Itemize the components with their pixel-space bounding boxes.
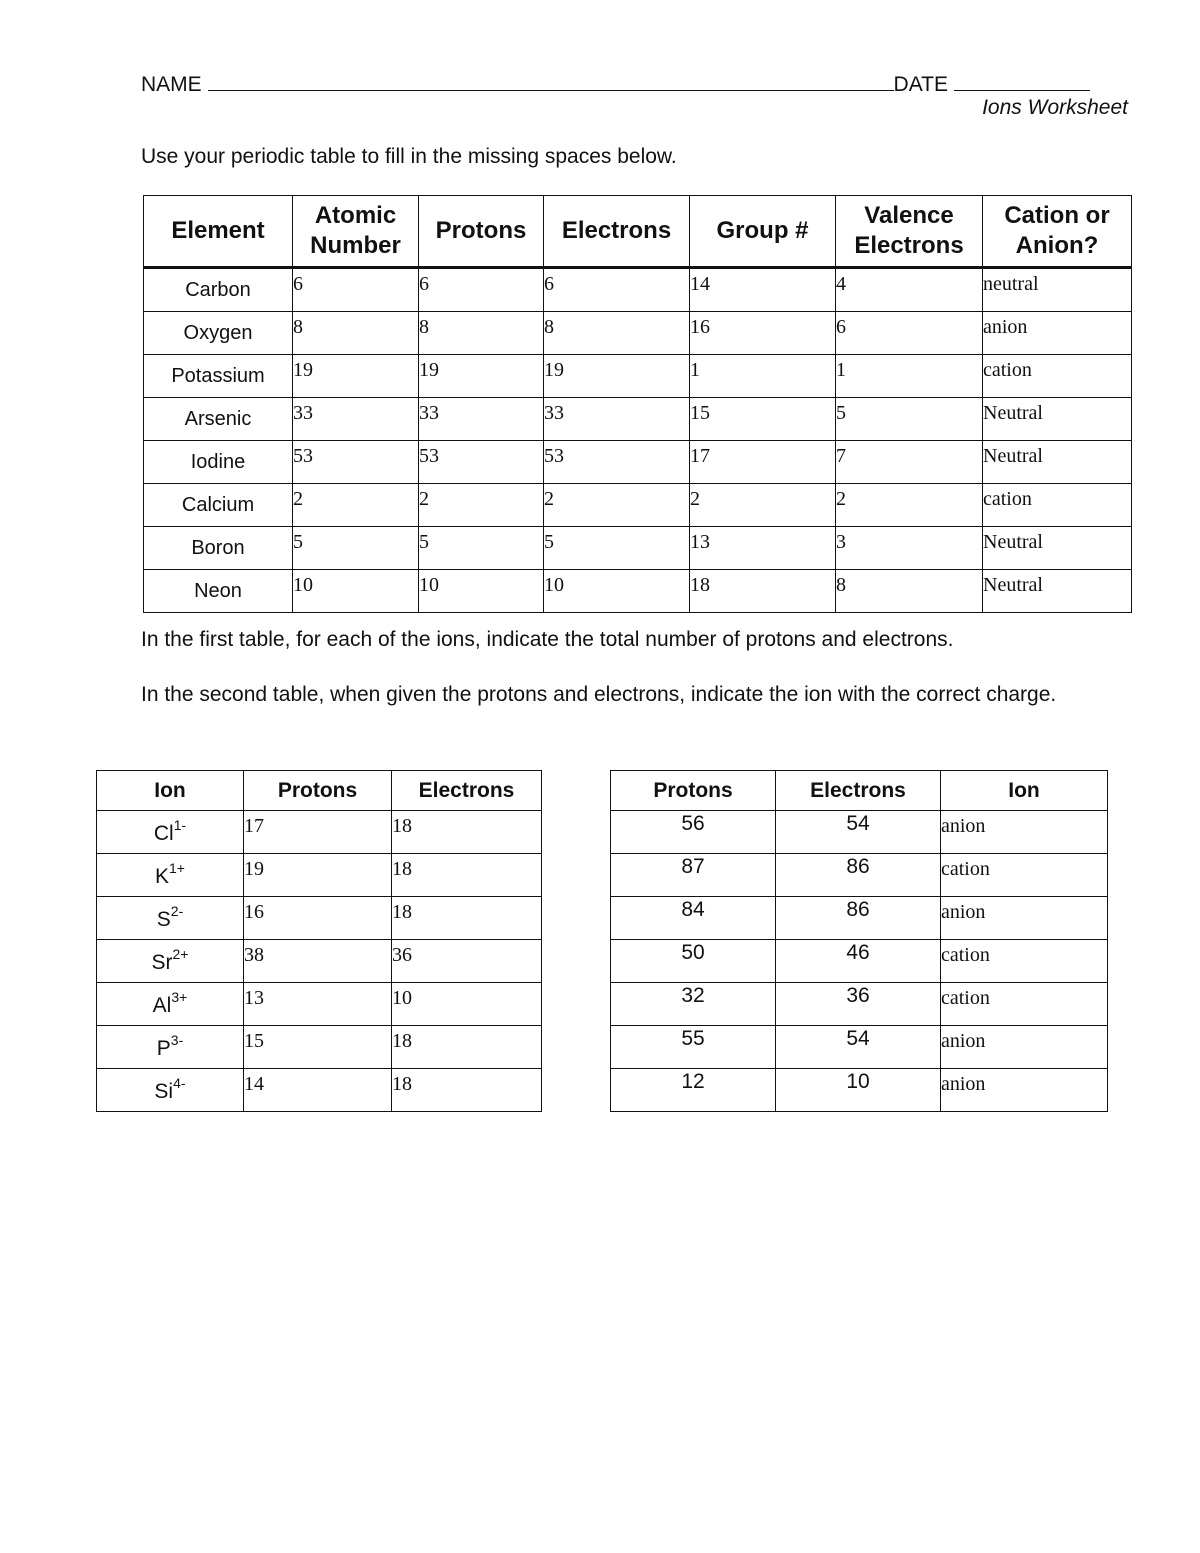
atomic-number-cell[interactable] bbox=[293, 312, 419, 355]
protons-cell-value: 13 bbox=[244, 987, 264, 1009]
ion-type-cell[interactable] bbox=[941, 940, 1108, 983]
electrons-cell[interactable] bbox=[392, 897, 542, 940]
name-date-line bbox=[141, 72, 1090, 97]
table-row bbox=[611, 897, 1108, 940]
protons-cell-value: 17 bbox=[244, 815, 264, 837]
valence-cell[interactable] bbox=[836, 484, 983, 527]
group-cell[interactable] bbox=[690, 398, 836, 441]
atomic-number-cell-value: 19 bbox=[293, 359, 313, 381]
table-row bbox=[144, 441, 1132, 484]
valence-cell[interactable] bbox=[836, 527, 983, 570]
protons-cell-value: 14 bbox=[244, 1073, 264, 1095]
cation-anion-cell-value: Neutral bbox=[983, 574, 1043, 596]
table-row bbox=[144, 312, 1132, 355]
table-row bbox=[97, 940, 542, 983]
element-name-cell-value: Neon bbox=[194, 579, 242, 602]
valence-cell-value: 3 bbox=[836, 531, 846, 553]
col-header-valence: Valence Electrons bbox=[836, 196, 983, 268]
table-row bbox=[97, 983, 542, 1026]
col-header-protons: Protons bbox=[244, 771, 392, 811]
col-header-protons: Protons bbox=[419, 196, 544, 268]
second-table-instruction: In the second table, when given the protons and electrons, indicate the ion with the correct charge. bbox=[141, 683, 1057, 706]
protons-cell[interactable] bbox=[419, 527, 544, 570]
valence-cell-value: 4 bbox=[836, 273, 846, 295]
ion-type-cell-value: anion bbox=[941, 815, 986, 837]
protons-cell bbox=[611, 897, 776, 940]
group-cell-value: 17 bbox=[690, 445, 710, 467]
ion-charge: 3- bbox=[170, 1031, 184, 1048]
element-name-cell-value: Boron bbox=[191, 536, 245, 559]
table-row bbox=[611, 1069, 1108, 1112]
atomic-number-cell-value: 33 bbox=[293, 402, 313, 424]
electrons-cell bbox=[776, 983, 941, 1026]
element-name-cell bbox=[144, 268, 293, 312]
ion-symbol-cell bbox=[97, 811, 244, 854]
protons-cell-value: 2 bbox=[419, 488, 429, 510]
ion-symbol: K bbox=[155, 864, 170, 888]
electrons-cell-value: 19 bbox=[544, 359, 564, 381]
cation-anion-cell-value: neutral bbox=[983, 273, 1039, 295]
ion-symbol-cell bbox=[97, 854, 244, 897]
protons-cell[interactable] bbox=[244, 983, 392, 1026]
electrons-cell[interactable] bbox=[544, 570, 690, 613]
col-header-group: Group # bbox=[690, 196, 836, 268]
protons-cell[interactable] bbox=[419, 312, 544, 355]
group-cell-value: 14 bbox=[690, 273, 710, 295]
ion-symbol: S bbox=[156, 907, 171, 931]
ion-type-cell[interactable] bbox=[941, 1026, 1108, 1069]
valence-cell-value: 8 bbox=[836, 574, 846, 596]
ion-charge: 2- bbox=[170, 902, 184, 919]
electrons-cell-value: 46 bbox=[846, 941, 870, 964]
name-field[interactable] bbox=[208, 72, 894, 91]
electrons-cell-value: 18 bbox=[392, 901, 412, 923]
table-row bbox=[97, 811, 542, 854]
electrons-cell-value: 18 bbox=[392, 858, 412, 880]
atomic-number-cell[interactable] bbox=[293, 268, 419, 312]
element-name-cell bbox=[144, 570, 293, 613]
col-header-electrons: Electrons bbox=[776, 771, 941, 811]
protons-cell-value: 32 bbox=[681, 984, 705, 1007]
electrons-cell-value: 36 bbox=[392, 944, 412, 966]
ion-symbol: Si bbox=[154, 1079, 174, 1103]
table-row bbox=[144, 355, 1132, 398]
electrons-cell-value: 86 bbox=[846, 898, 870, 921]
electrons-cell bbox=[776, 1026, 941, 1069]
electrons-cell bbox=[776, 854, 941, 897]
col-header-electrons: Electrons bbox=[544, 196, 690, 268]
group-cell[interactable] bbox=[690, 527, 836, 570]
element-name-cell-value: Carbon bbox=[185, 278, 251, 301]
col-header-electrons: Electrons bbox=[392, 771, 542, 811]
valence-cell-value: 1 bbox=[836, 359, 846, 381]
ion-charge: 4- bbox=[173, 1074, 186, 1091]
protons-cell[interactable] bbox=[419, 484, 544, 527]
cation-anion-cell[interactable] bbox=[983, 570, 1132, 613]
ion-type-cell-value: anion bbox=[941, 1073, 986, 1095]
valence-cell[interactable] bbox=[836, 355, 983, 398]
electrons-cell[interactable] bbox=[544, 441, 690, 484]
electrons-cell-value: 18 bbox=[392, 1073, 412, 1095]
header-row bbox=[144, 196, 1132, 268]
table-row bbox=[611, 1026, 1108, 1069]
protons-cell-value: 5 bbox=[419, 531, 429, 553]
instruction-text: Use your periodic table to fill in the missing spaces below. bbox=[141, 145, 677, 168]
electrons-cell-value: 54 bbox=[846, 1027, 870, 1050]
col-header-atomic-number: Atomic Number bbox=[293, 196, 419, 268]
protons-cell[interactable] bbox=[244, 854, 392, 897]
atomic-number-cell[interactable] bbox=[293, 355, 419, 398]
ion-symbol-cell bbox=[97, 940, 244, 983]
cation-anion-cell[interactable] bbox=[983, 268, 1132, 312]
electrons-cell-value: 6 bbox=[544, 273, 554, 295]
protons-cell[interactable] bbox=[419, 570, 544, 613]
element-name-cell bbox=[144, 527, 293, 570]
ion-type-cell-value: cation bbox=[941, 987, 990, 1009]
atomic-number-cell-value: 8 bbox=[293, 316, 303, 338]
protons-cell[interactable] bbox=[419, 398, 544, 441]
ion-charge: 2+ bbox=[172, 945, 189, 962]
table-row bbox=[144, 484, 1132, 527]
element-name-cell-value: Potassium bbox=[171, 364, 265, 387]
ion-charge: 3+ bbox=[171, 988, 188, 1005]
electrons-cell-value: 2 bbox=[544, 488, 554, 510]
protons-cell-value: 8 bbox=[419, 316, 429, 338]
table-row bbox=[97, 1026, 542, 1069]
table-row bbox=[611, 811, 1108, 854]
ion-symbol: Cl bbox=[153, 821, 174, 845]
electrons-cell[interactable] bbox=[544, 527, 690, 570]
group-cell[interactable] bbox=[690, 312, 836, 355]
group-cell-value: 18 bbox=[690, 574, 710, 596]
valence-cell-value: 2 bbox=[836, 488, 846, 510]
protons-cell bbox=[611, 983, 776, 1026]
electrons-cell[interactable] bbox=[544, 484, 690, 527]
electrons-cell-value: 18 bbox=[392, 815, 412, 837]
element-name-cell bbox=[144, 441, 293, 484]
cation-anion-cell[interactable] bbox=[983, 527, 1132, 570]
group-cell-value: 15 bbox=[690, 402, 710, 424]
ion-type-cell-value: cation bbox=[941, 858, 990, 880]
group-cell-value: 13 bbox=[690, 531, 710, 553]
electrons-cell[interactable] bbox=[544, 312, 690, 355]
ion-type-cell[interactable] bbox=[941, 1069, 1108, 1112]
electrons-cell-value: 5 bbox=[544, 531, 554, 553]
cation-anion-cell[interactable] bbox=[983, 398, 1132, 441]
header-row bbox=[611, 771, 1108, 811]
protons-cell[interactable] bbox=[419, 355, 544, 398]
protons-cell-value: 84 bbox=[681, 898, 705, 921]
element-name-cell bbox=[144, 398, 293, 441]
ion-symbol: Sr bbox=[151, 950, 173, 974]
protons-cell[interactable] bbox=[244, 1026, 392, 1069]
protons-cell-value: 16 bbox=[244, 901, 264, 923]
valence-cell-value: 7 bbox=[836, 445, 846, 467]
electrons-cell-value: 36 bbox=[846, 984, 870, 1007]
valence-cell-value: 6 bbox=[836, 316, 846, 338]
protons-cell[interactable] bbox=[244, 940, 392, 983]
atomic-number-cell-value: 5 bbox=[293, 531, 303, 553]
group-cell-value: 2 bbox=[690, 488, 700, 510]
electrons-cell-value: 10 bbox=[544, 574, 564, 596]
atomic-number-cell-value: 10 bbox=[293, 574, 313, 596]
electrons-cell-value: 33 bbox=[544, 402, 564, 424]
col-header-ion: Ion bbox=[97, 771, 244, 811]
electrons-cell bbox=[776, 897, 941, 940]
ion-type-cell[interactable] bbox=[941, 897, 1108, 940]
ion-type-cell[interactable] bbox=[941, 811, 1108, 854]
protons-cell-value: 19 bbox=[419, 359, 439, 381]
table-row bbox=[611, 983, 1108, 1026]
valence-cell-value: 5 bbox=[836, 402, 846, 424]
cation-anion-cell[interactable] bbox=[983, 441, 1132, 484]
atomic-number-cell[interactable] bbox=[293, 527, 419, 570]
protons-cell-value: 53 bbox=[419, 445, 439, 467]
electrons-cell[interactable] bbox=[392, 983, 542, 1026]
electrons-cell[interactable] bbox=[392, 854, 542, 897]
col-header-ion: Ion bbox=[941, 771, 1108, 811]
cation-anion-cell-value: Neutral bbox=[983, 402, 1043, 424]
ion-symbol-cell bbox=[97, 983, 244, 1026]
cation-anion-cell-value: cation bbox=[983, 359, 1032, 381]
element-name-cell bbox=[144, 484, 293, 527]
group-cell[interactable] bbox=[690, 268, 836, 312]
atomic-number-cell-value: 2 bbox=[293, 488, 303, 510]
ion-symbol-cell bbox=[97, 897, 244, 940]
ion-type-cell-value: anion bbox=[941, 1030, 986, 1052]
charge-table bbox=[610, 770, 1108, 1112]
electrons-cell-value: 10 bbox=[392, 987, 412, 1009]
col-header-protons: Protons bbox=[611, 771, 776, 811]
protons-cell[interactable] bbox=[419, 441, 544, 484]
electrons-cell bbox=[776, 940, 941, 983]
ion-type-cell-value: anion bbox=[941, 901, 986, 923]
table-row bbox=[144, 268, 1132, 312]
electrons-cell-value: 53 bbox=[544, 445, 564, 467]
protons-cell-value: 33 bbox=[419, 402, 439, 424]
first-table-instruction: In the first table, for each of the ions, indicate the total number of protons and electrons. bbox=[141, 628, 954, 651]
cation-anion-cell[interactable] bbox=[983, 312, 1132, 355]
table-row bbox=[611, 854, 1108, 897]
valence-cell[interactable] bbox=[836, 268, 983, 312]
cation-anion-cell-value: cation bbox=[983, 488, 1032, 510]
protons-cell-value: 38 bbox=[244, 944, 264, 966]
date-field[interactable] bbox=[954, 72, 1090, 91]
electrons-cell[interactable] bbox=[392, 1069, 542, 1112]
atomic-number-cell-value: 53 bbox=[293, 445, 313, 467]
ion-type-cell[interactable] bbox=[941, 854, 1108, 897]
electrons-cell[interactable] bbox=[392, 811, 542, 854]
ion-charge: 1+ bbox=[169, 859, 185, 876]
protons-cell bbox=[611, 1026, 776, 1069]
protons-cell-value: 50 bbox=[681, 941, 705, 964]
group-cell[interactable] bbox=[690, 484, 836, 527]
element-name-cell-value: Calcium bbox=[181, 493, 255, 516]
electrons-cell-value: 86 bbox=[846, 855, 870, 878]
protons-cell[interactable] bbox=[244, 897, 392, 940]
electrons-cell bbox=[776, 811, 941, 854]
cation-anion-cell[interactable] bbox=[983, 355, 1132, 398]
atomic-number-cell[interactable] bbox=[293, 398, 419, 441]
atomic-number-cell-value: 6 bbox=[293, 273, 303, 295]
protons-cell[interactable] bbox=[419, 268, 544, 312]
date-label: DATE bbox=[893, 73, 948, 96]
group-cell[interactable] bbox=[690, 355, 836, 398]
cation-anion-cell-value: Neutral bbox=[983, 531, 1043, 553]
electrons-cell-value: 8 bbox=[544, 316, 554, 338]
electrons-cell[interactable] bbox=[392, 940, 542, 983]
cation-anion-cell-value: anion bbox=[983, 316, 1028, 338]
electrons-cell-value: 54 bbox=[846, 812, 870, 835]
ion-symbol-cell bbox=[97, 1026, 244, 1069]
atomic-number-cell[interactable] bbox=[293, 441, 419, 484]
valence-cell[interactable] bbox=[836, 570, 983, 613]
name-label: NAME bbox=[141, 73, 202, 96]
cation-anion-cell[interactable] bbox=[983, 484, 1132, 527]
protons-cell[interactable] bbox=[244, 811, 392, 854]
protons-cell-value: 19 bbox=[244, 858, 264, 880]
protons-cell bbox=[611, 854, 776, 897]
valence-cell[interactable] bbox=[836, 441, 983, 484]
table-row bbox=[97, 854, 542, 897]
ion-type-cell[interactable] bbox=[941, 983, 1108, 1026]
valence-cell[interactable] bbox=[836, 398, 983, 441]
protons-cell bbox=[611, 811, 776, 854]
element-table bbox=[143, 195, 1132, 613]
group-cell-value: 1 bbox=[690, 359, 700, 381]
protons-cell bbox=[611, 1069, 776, 1112]
protons-cell[interactable] bbox=[244, 1069, 392, 1112]
table-row bbox=[611, 940, 1108, 983]
valence-cell[interactable] bbox=[836, 312, 983, 355]
electrons-cell-value: 18 bbox=[392, 1030, 412, 1052]
table-row bbox=[144, 527, 1132, 570]
element-name-cell-value: Oxygen bbox=[183, 321, 253, 344]
col-header-cation-anion: Cation or Anion? bbox=[983, 196, 1132, 268]
cation-anion-cell-value: Neutral bbox=[983, 445, 1043, 467]
element-name-cell-value: Arsenic bbox=[184, 407, 252, 430]
protons-cell-value: 6 bbox=[419, 273, 429, 295]
element-name-cell-value: Iodine bbox=[190, 450, 246, 473]
table-row bbox=[97, 897, 542, 940]
electrons-cell[interactable] bbox=[392, 1026, 542, 1069]
electrons-cell[interactable] bbox=[544, 398, 690, 441]
ion-symbol: Al bbox=[152, 993, 172, 1017]
ion-table bbox=[96, 770, 542, 1112]
atomic-number-cell[interactable] bbox=[293, 570, 419, 613]
electrons-cell-value: 10 bbox=[846, 1070, 870, 1093]
worksheet-title: Ions Worksheet bbox=[982, 96, 1128, 119]
protons-cell-value: 10 bbox=[419, 574, 439, 596]
ion-symbol-cell bbox=[97, 1069, 244, 1112]
electrons-cell[interactable] bbox=[544, 355, 690, 398]
protons-cell-value: 12 bbox=[681, 1070, 705, 1093]
protons-cell-value: 87 bbox=[681, 855, 705, 878]
protons-cell-value: 55 bbox=[681, 1027, 705, 1050]
ion-charge: 1- bbox=[173, 816, 187, 833]
group-cell-value: 16 bbox=[690, 316, 710, 338]
header-row bbox=[97, 771, 542, 811]
atomic-number-cell[interactable] bbox=[293, 484, 419, 527]
table-row bbox=[144, 398, 1132, 441]
ion-type-cell-value: cation bbox=[941, 944, 990, 966]
element-name-cell bbox=[144, 355, 293, 398]
ion-symbol: P bbox=[156, 1036, 171, 1060]
group-cell[interactable] bbox=[690, 570, 836, 613]
protons-cell bbox=[611, 940, 776, 983]
element-name-cell bbox=[144, 312, 293, 355]
table-row bbox=[144, 570, 1132, 613]
protons-cell-value: 15 bbox=[244, 1030, 264, 1052]
protons-cell-value: 56 bbox=[681, 812, 705, 835]
table-row bbox=[97, 1069, 542, 1112]
group-cell[interactable] bbox=[690, 441, 836, 484]
electrons-cell[interactable] bbox=[544, 268, 690, 312]
col-header-element: Element bbox=[144, 196, 293, 268]
electrons-cell bbox=[776, 1069, 941, 1112]
